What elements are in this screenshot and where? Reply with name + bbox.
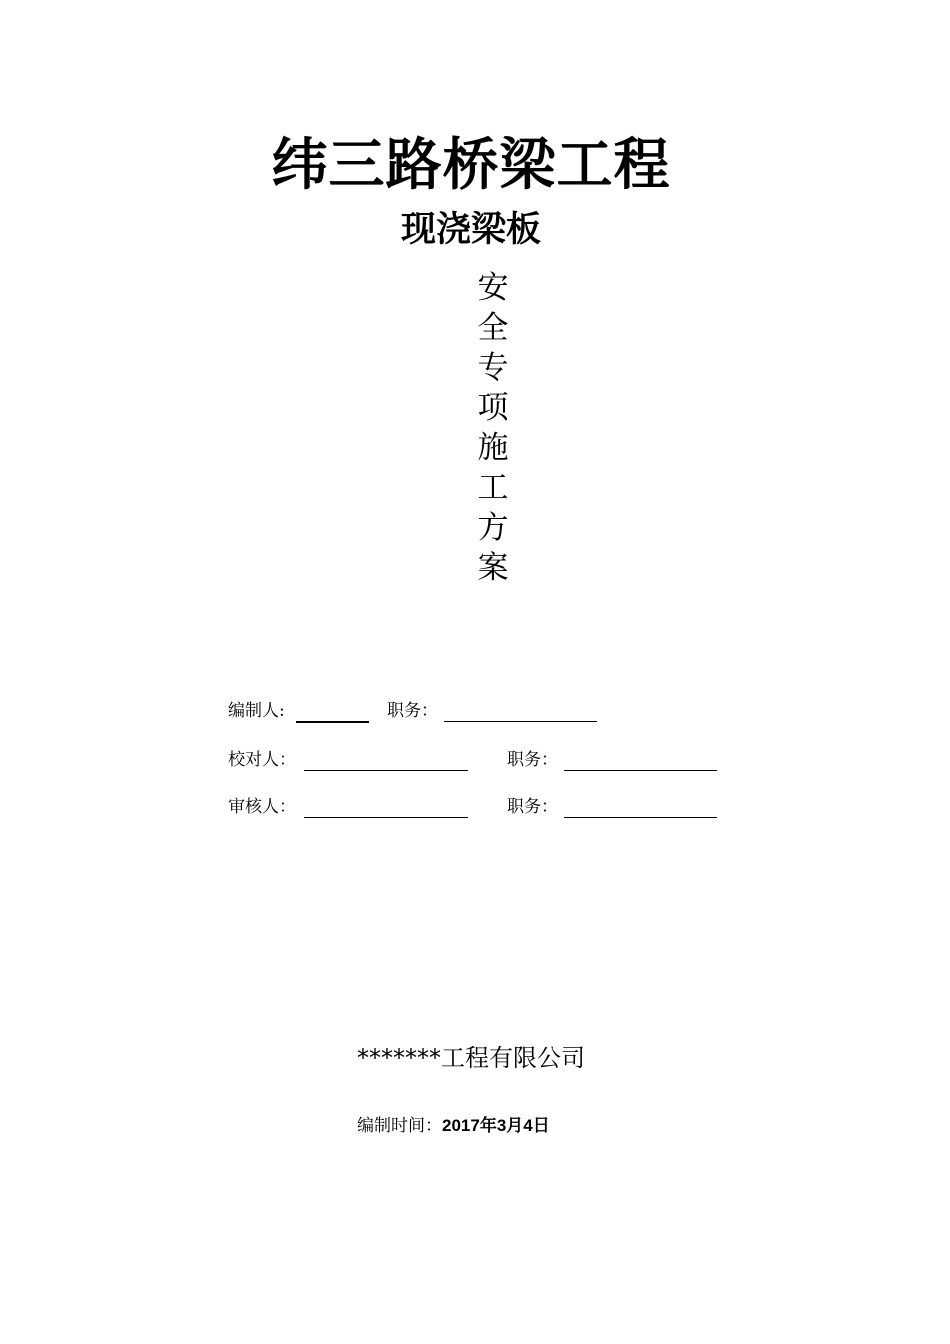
company-name: *******工程有限公司 [357, 1044, 585, 1072]
compile-date [357, 1114, 550, 1138]
compile-date-value: 2017年3月4日 [442, 1116, 550, 1135]
document-subtitle: 现浇梁板 [400, 210, 541, 250]
reviewer-label: 审核人： [228, 797, 296, 817]
compiler-label: 编制人: [228, 701, 285, 721]
checker-label: 校对人： [228, 750, 296, 770]
checker-position-label: 职务： [507, 750, 558, 770]
reviewer-position-label: 职务： [507, 797, 558, 817]
plan-title-vertical: 安全专项施工方案 [477, 270, 509, 586]
compiler-position-line [444, 721, 597, 722]
checker-position-line [564, 770, 717, 771]
reviewer-signature-line [304, 817, 468, 818]
reviewer-position-line [564, 817, 717, 818]
document-title: 纬三路桥梁工程 [271, 133, 671, 198]
compiler-signature-line [296, 721, 369, 723]
compiler-position-label: 职务： [387, 701, 438, 721]
checker-signature-line [304, 770, 468, 771]
compile-date-label: 编制时间： [357, 1116, 442, 1136]
